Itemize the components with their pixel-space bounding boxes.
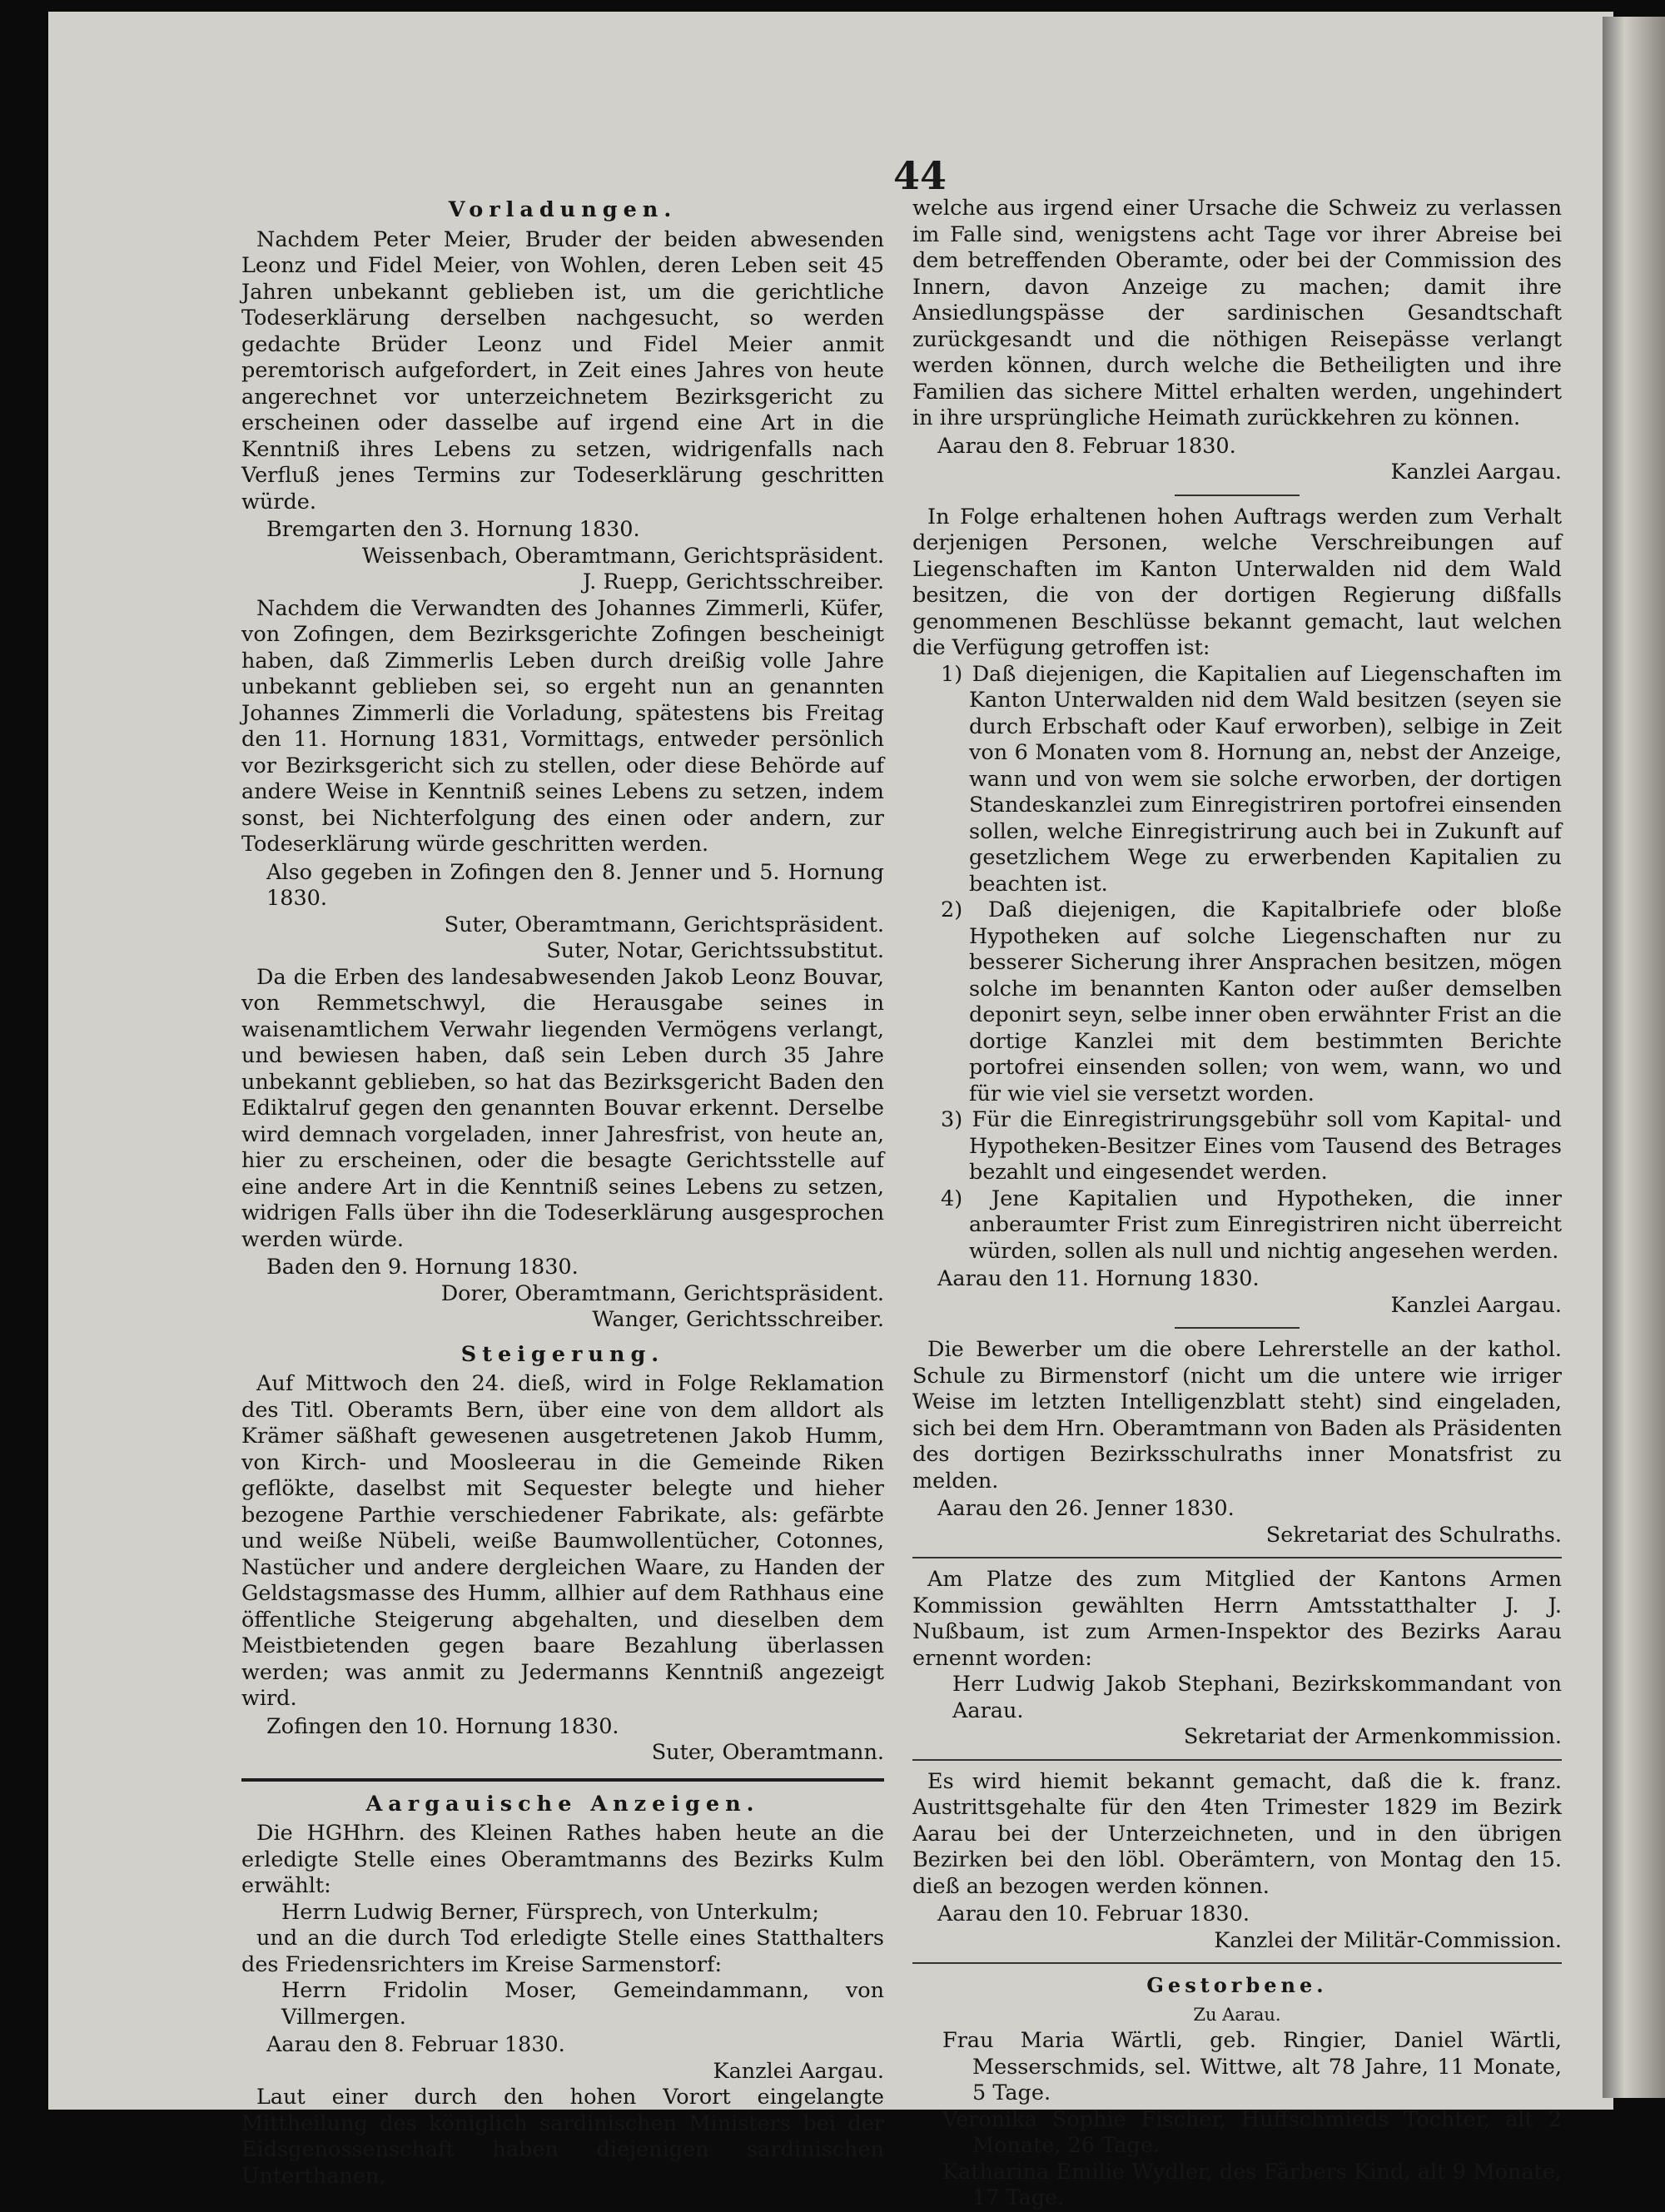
appointee-name: Herrn Ludwig Berner, Fürsprech, von Unterkulm;: [281, 1899, 819, 1925]
notice-date: Aarau den 26. Jenner 1830.: [937, 1496, 1235, 1521]
list-item: 2) Daß diejenigen, die Kapitalbriefe oder bloße Hypotheken auf solche Liegenschaften nur zu besserer Sicherung ihrer Ansprachen besitzen, mögen solche im benannten Kanton oder außer demselben deponirt seyn, selbe inner oben erwähnter Frist an die dortige Kanzlei mit dem bestimmten Berichte portofrei einsenden sollen; von wem, wann, wo und für wie viel sie versetzt worden.: [941, 897, 1562, 1106]
notice-text: Nachdem die Verwandten des Johannes Zimmerli, Küfer, von Zofingen, dem Bezirksgerichte Zofingen bescheinigt haben, daß Zimmerlis Leben durch dreißig volle Jahre unbekannt geblieben sei, so ergeht nun an genannten Johannes Zimmerli die Vorladung, spätestens bis Freitag den 11. Hornung 1831, Vormittags, entweder persönlich vor Bezirksgericht sich zu stellen, oder diese Behörde auf andere Weise in Kenntniß seines Lebens zu setzen, indem sonst, bei Nichterfolgung des einen oder andern, zur Todeserklärung würde geschritten werden.: [241, 595, 884, 857]
notice-date: Aarau den 8. Februar 1830.: [266, 2032, 565, 2057]
notice-signature: Suter, Notar, Gerichtssubstitut.: [546, 938, 884, 963]
notice-date: Also gegeben in Zofingen den 8. Jenner und 5. Hornung 1830.: [266, 859, 884, 911]
notice-signature: Sekretariat des Schulraths.: [1265, 1522, 1562, 1548]
section-divider: [241, 1778, 884, 1782]
notice-divider: [1175, 495, 1300, 496]
notice-date: Zofingen den 10. Hornung 1830.: [266, 1713, 619, 1739]
notice-text: Auf Mittwoch den 24. dieß, wird in Folge Reklamation des Titl. Oberamts Bern, über eine von dem alldort als Krämer säßhaft gewesenen ausgetretenen Jakob Humm, von Kirch- und Moosleerau in die Gemeinde Riken geflökte, daselbst mit Sequester belegte und hieher bezogene Parthie verschiedener Fabrikate, als: gefärbte und weiße Nübeli, weiße Baumwollentücher, Cotonnes, Nastücher und andere dergleichen Waare, zu Handen der Geldstagsmasse des Humm, allhier auf dem Rathhaus eine öffentliche Steigerung abgehalten, und dieselben dem Meistbietenden gegen baare Bezahlung überlassen werden; was anmit zu Jedermanns Kenntniß angezeigt wird.: [241, 1371, 884, 1711]
notice-text: Die HGHhrn. des Kleinen Rathes haben heute an die erledigte Stelle eines Oberamtmanns des Bezirks Kulm erwählt:: [241, 1821, 884, 1898]
section-heading-gestorbene: Gestorbene.: [1146, 1973, 1328, 1997]
notice-text: Es wird hiemit bekannt gemacht, daß die k. franz. Austrittsgehalte für den 4ten Trimester 1829 im Bezirk Aarau bei der Unterzeichneten, und in den übrigen Bezirken bei den löbl. Oberämtern, von Montag den 15. dieß an bezogen werden können.: [912, 1768, 1562, 1899]
notice-text: Da die Erben des landesabwesenden Jakob Leonz Bouvar, von Remmetschwyl, die Herausgabe seines in waisenamtlichem Verwahr liegenden Vermögens verlangt, und bewiesen haben, daß sein Leben durch 35 Jahre unbekannt geblieben, so hat das Bezirksgericht Baden den Ediktalruf gegen den genannten Bouvar erkennt. Derselbe wird demnach vorgeladen, inner Jahresfrist, von heute an, hier zu erscheinen, oder die besagte Gerichtsstelle auf eine andere Art in die Kenntniß seines Lebens zu setzen, widrigen Falls über ihn die Todeserklärung ausgesprochen werden würde.: [241, 964, 884, 1252]
notice-signature: Kanzlei Aargau.: [1390, 1292, 1562, 1318]
right-column: [912, 196, 1562, 2212]
notice-text: Die Bewerber um die obere Lehrerstelle an der kathol. Schule zu Birmenstorf (nicht um die untere wie irriger Weise im letzten Intelligenzblatt steht) sind eingeladen, sich bei dem Hrn. Oberamtmann von Baden als Präsidenten des dortigen Bezirksschulraths inner Monatsfrist zu melden.: [912, 1337, 1562, 1494]
left-column: [241, 196, 884, 2190]
notice-text: Am Platze des zum Mitglied der Kantons Armen Kommission gewählten Herrn Amtsstatthalter J. J. Nußbaum, ist zum Armen-Inspektor des Bezirks Aarau ernennt worden:: [912, 1567, 1562, 1671]
notice-signature: Kanzlei Aargau.: [1390, 460, 1562, 485]
list-item: 4) Jene Kapitalien und Hypotheken, die inner anberaumter Frist zum Einregistriren nicht überreicht würden, sollen als null und nichtig angesehen werden.: [941, 1186, 1562, 1264]
notice-text: In Folge erhaltenen hohen Auftrags werden zum Verhalt derjenigen Personen, welche Verschreibungen auf Liegenschaften im Kanton Unterwalden nid dem Wald besitzen, die von der dortigen Regierung dißfalls genommenen Beschlüsse bekannt gemacht, laut welchen die Verfügung getroffen ist:: [912, 504, 1562, 660]
appointee-name: Herr Ludwig Jakob Stephani, Bezirkskommandant von Aarau.: [952, 1672, 1562, 1723]
notice-signature: Sekretariat der Armenkommission.: [1183, 1724, 1562, 1749]
notice-text: Nachdem Peter Meier, Bruder der beiden abwesenden Leonz und Fidel Meier, von Wohlen, deren Leben seit 45 Jahren unbekannt geblieben ist, um die gerichtliche Todeserklärung derselben nachgesucht, so werden gedachte Brüder Leonz und Fidel Meier anmit peremtorisch aufgefordert, in Zeit eines Jahres von heute angerechnet vor unterzeichnetem Bezirksgericht zu erscheinen oder dasselbe auf irgend eine Art in die Kenntniß ihres Lebens zu setzen, widrigenfalls nach Verfluß jenes Termins zur Todeserklärung geschritten würde.: [241, 226, 884, 514]
notice-text: Laut einer durch den hohen Vorort eingelangte Mittheilung des königlich sardinischen Ministers bei der Eidsgenossenschaft haben diejenigen sardinischen Unterthanen,: [241, 2085, 884, 2189]
list-item: 3) Für die Einregistrirungsgebühr soll vom Kapital- und Hypotheken-Besitzer Eines vom Tausend des Betrages bezahlt und eingesendet werden.: [941, 1107, 1562, 1185]
notice-signature: Dorer, Oberamtmann, Gerichtspräsident.: [440, 1280, 884, 1306]
place-label: Zu Aarau.: [1193, 2004, 1281, 2025]
notice-date: Bremgarten den 3. Hornung 1830.: [266, 517, 640, 542]
notice-divider: [1175, 1327, 1300, 1329]
notice-divider: [912, 1759, 1562, 1761]
book-spine-edge: [1603, 17, 1665, 2098]
section-heading-steigerung: Steigerung.: [460, 1341, 665, 1367]
death-entry: Katharina Emilie Wydler, des Färbers Kind, alt 9 Monate, 17 Tage.: [942, 2159, 1562, 2210]
page-number: 44: [893, 153, 947, 198]
notice-signature: Kanzlei der Militär-Commission.: [1214, 1927, 1562, 1953]
appointee-name: Herrn Fridolin Moser, Gemeindammann, von Villmergen.: [281, 1978, 884, 2030]
notice-divider: [912, 1962, 1562, 1964]
notice-date: Aarau den 8. Februar 1830.: [937, 433, 1236, 459]
death-entry: Frau Maria Wärtli, geb. Ringier, Daniel Wärtli, Messerschmids, sel. Wittwe, alt 78 Jahre, 11 Monate, 5 Tage.: [942, 2028, 1562, 2105]
notice-signature: Suter, Oberamtmann, Gerichtspräsident.: [444, 912, 884, 937]
notice-signature: J. Ruepp, Gerichtsschreiber.: [582, 569, 884, 594]
notice-date: Baden den 9. Hornung 1830.: [266, 1255, 579, 1280]
list-item: 1) Daß diejenigen, die Kapitalien auf Liegenschaften im Kanton Unterwalden nid dem Wald besitzen (seyen sie durch Erbschaft oder Kauf erworben), selbige in Zeit von 6 Monaten vom 8. Hornung an, nebst der Anzeige, wann und von wem sie solche erworben, der dortigen Standeskanzlei zum Einregistriren portofrei einsenden sollen, welche Einregistrirung auch bei in Zukunft auf gesetzlichem Wege zu erwerbenden Kapitalien zu beachten ist.: [941, 661, 1562, 897]
notice-signature: Wanger, Gerichtsschreiber.: [592, 1307, 884, 1332]
notice-text: und an die durch Tod erledigte Stelle eines Statthalters des Friedensrichters im Kreise Sarmenstorf:: [241, 1926, 884, 1977]
notice-date: Aarau den 10. Februar 1830.: [937, 1901, 1250, 1926]
notice-text-continued: welche aus irgend einer Ursache die Schweiz zu verlassen im Falle sind, wenigstens acht Tage vor ihrer Abreise bei dem betreffenden Oberamte, oder bei der Commission des Innern, davon Anzeige zu machen; damit ihre Ansiedlungspässe der sardinischen Gesandtschaft zurückgesandt und die nöthigen Reisepässe verlangt werden können, durch welche die Betheiligten und ihre Familien das sichere Mittel erhalten werden, ungehindert in ihre ursprüngliche Heimath zurückkehren zu können.: [912, 196, 1562, 430]
notice-signature: Kanzlei Aargau.: [713, 2058, 884, 2084]
notice-date: Aarau den 11. Hornung 1830.: [937, 1266, 1260, 1291]
notice-signature: Suter, Oberamtmann.: [651, 1740, 884, 1765]
section-heading-aargauische-anzeigen: Aargauische Anzeigen.: [365, 1791, 760, 1817]
death-entry: Veronika Sophie Fischer, Huffschmieds Tochter, alt 2 Monate, 26 Tage.: [942, 2106, 1562, 2158]
notice-divider: [912, 1557, 1562, 1558]
notice-signature: Weissenbach, Oberamtmann, Gerichtspräsident.: [361, 543, 884, 569]
section-heading-vorladungen: Vorladungen.: [448, 197, 678, 222]
